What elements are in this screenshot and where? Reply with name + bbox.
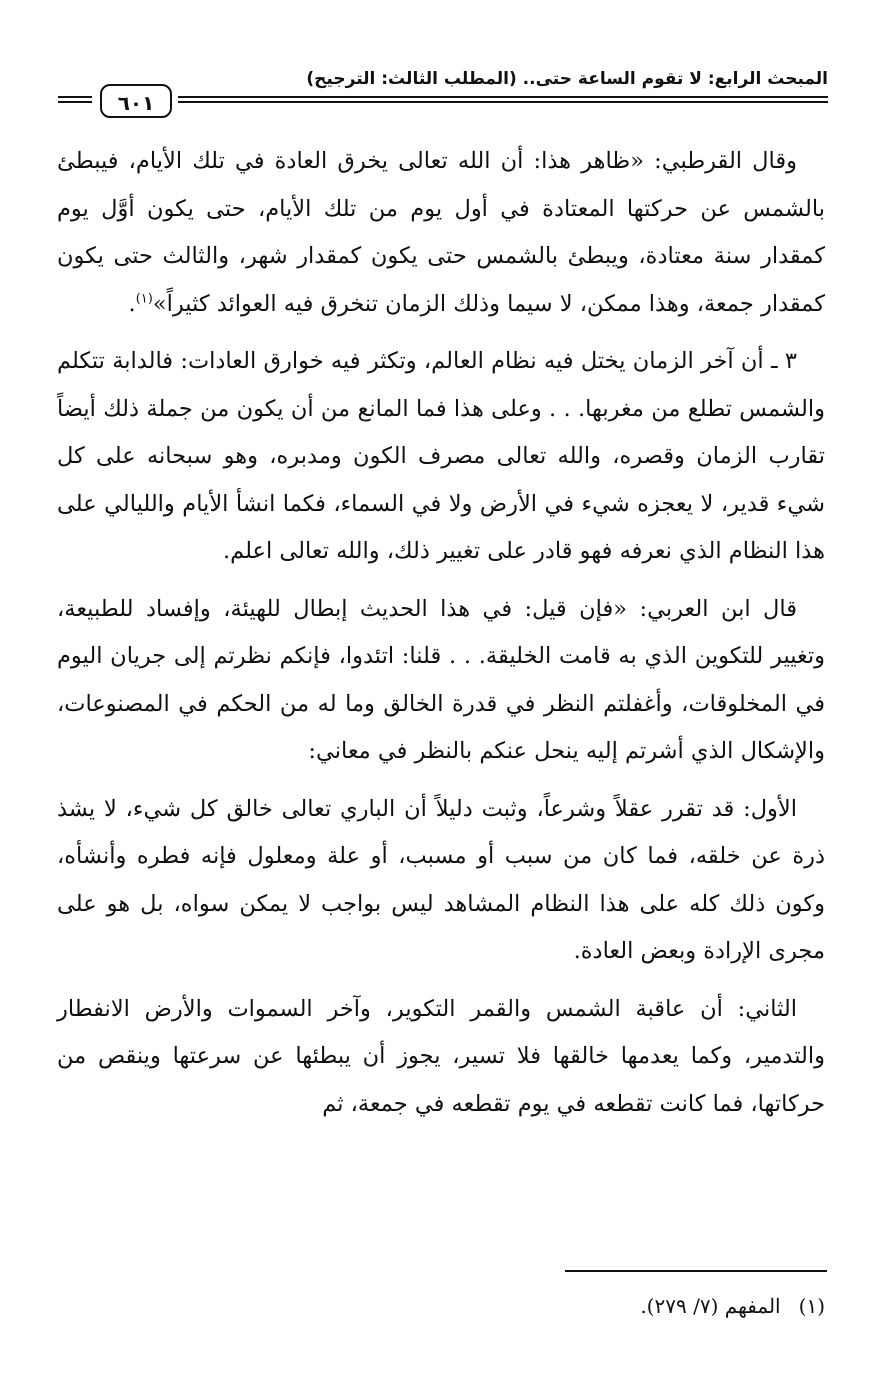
paragraph-point-3: ٣ ـ أن آخر الزمان يختل فيه نظام العالم، وتكثر فيه خوارق العادات: فالدابة تتكلم والشمس تطلع من مغربها. . . وعلى هذا فما المانع من أن يكون من جملة ذلك أيضاً تقارب الزمان وقصره، والله تعالى مصرف الكون ومدبره، وهو سبحانه على كل شيء قدير، لا يعجزه شيء في الأرض ولا في السماء، فكما انشأ الأيام والليالي على هذا النظام الذي نعرفه فهو قادر على تغيير ذلك، والله تعالى اعلم. [57, 348, 825, 564]
header-rule-left [58, 96, 92, 104]
header-rule-top [178, 96, 828, 98]
paragraph-second-meaning: الثاني: أن عاقبة الشمس والقمر التكوير، وآخر السموات والأرض الانفطار والتدمير، وكما يعدمها خالقها فلا تسير، يجوز أن يبطئها عن سرعتها وينقص من حركاتها، فما كانت تقطعه في يوم تقطعه في جمعة، ثم [57, 995, 825, 1117]
page-number: ٦٠١ [100, 84, 172, 118]
page-header [58, 64, 828, 118]
header-rule-bottom [178, 101, 828, 103]
header-rule [178, 96, 828, 104]
running-title: المبحث الرابع: لا تقوم الساعة حتى.. (المطلب الثالث: الترجيح) [306, 69, 828, 89]
paragraph-text: وقال القرطبي: «ظاهر هذا: أن الله تعالى يخرق العادة في تلك الأيام، فيبطئ بالشمس عن حركتها المعتادة في أول يوم من تلك الأيام، حتى يكون أوَّل يوم كمقدار سنة معتادة، ويبطئ بالشمس حتى يكون كمقدار شهر، والثالث حتى يكون كمقدار جمعة، وهذا ممكن، لا سيما وذلك الزمان تنخرق فيه العوائد كثيراً» [57, 148, 825, 317]
footnote-number: (١) [798, 1294, 825, 1318]
footnote [57, 1288, 825, 1324]
header-rule-left-bottom [58, 101, 92, 103]
paragraph-qurtubi [57, 138, 825, 328]
footnote-separator [565, 1270, 827, 1272]
paragraph-first-meaning: الأول: قد تقرر عقلاً وشرعاً، وثبت دليلاً أن الباري تعالى خالق كل شيء، لا يشذ ذرة عن خلقه، فما كان من سبب أو مسبب، أو علة ومعلول فإنه فطره وأنشأه، وكون ذلك كله على هذا النظام المشاهد ليس بواجب لا يمكن سواه، بل هو على مجرى الإرادة وبعض العادة. [57, 795, 825, 964]
paragraph-ibn-arabi: قال ابن العربي: «فإن قيل: في هذا الحديث إبطال للهيئة، وإفساد للطبيعة، وتغيير للتكوين الذي به قامت الخليقة. . . قلنا: اتئدوا، فإنكم نظرتم إلى جريان اليوم في المخلوقات، وأغفلتم النظر في قدرة الخالق وما له من الحكم في المصنوعات، والإشكال الذي أشرتم إليه ينحل عنكم بالنظر في معاني: [57, 595, 825, 764]
footnote-text: المفهم (٧/ ٢٧٩). [640, 1294, 781, 1318]
paragraph-tail: . [128, 290, 136, 317]
main-text [57, 138, 825, 1138]
footnote-reference: (١) [135, 291, 153, 306]
header-rule-left-top [58, 96, 92, 98]
